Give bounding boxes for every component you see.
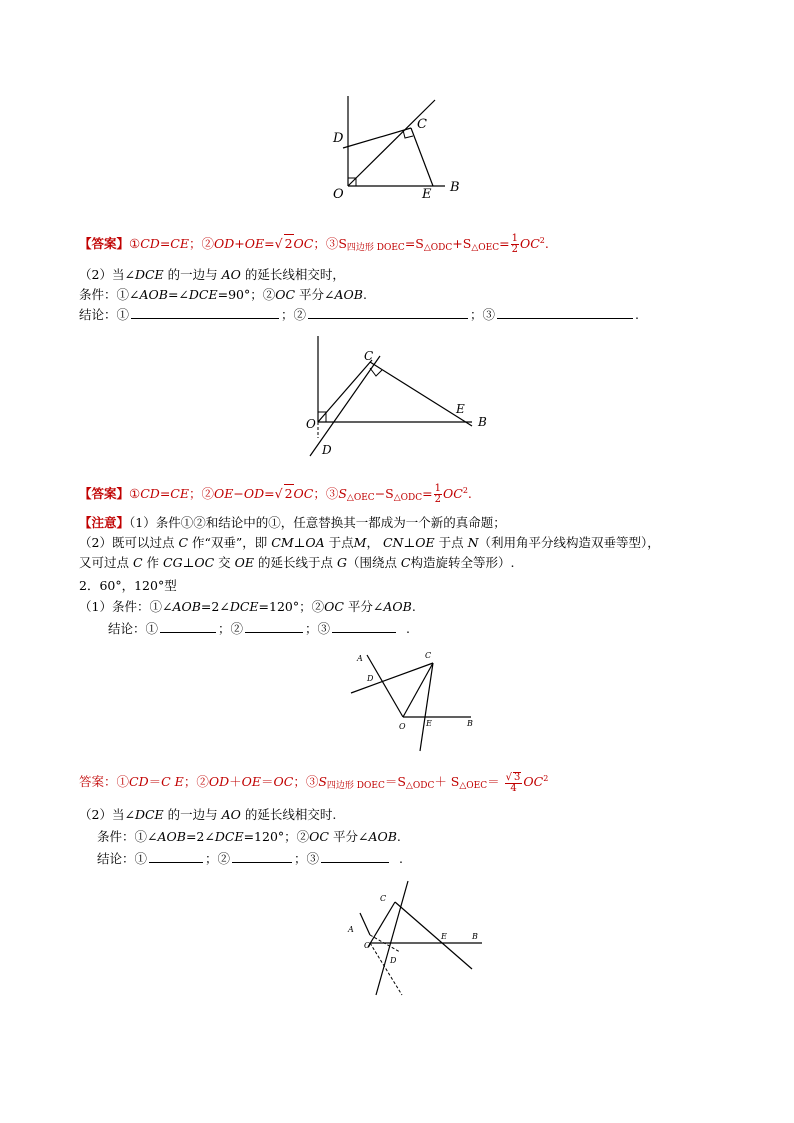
answer-2: 【答案】①CD=CE；②OE−OD=√ 2OC；$③S_{\triangle OEC}-S_{\triangle ODC}=$ $\frac{1}{2}$ $OC^2$. (79, 483, 472, 505)
fig1-label-b: B (450, 180, 460, 195)
sec2-part2-condition: 条件：①∠AOB=2∠DCE=120°；②OC 平分∠AOB. (97, 829, 401, 844)
answer-blank-5[interactable] (245, 620, 303, 633)
figure-2-diagram (300, 334, 500, 460)
part2-intro: （2）当∠DCE 的一边与 AO 的延长线相交时， (79, 267, 345, 282)
fig1-label-e: E (422, 187, 432, 202)
fig2-label-e: E (456, 402, 465, 416)
answer-blank-7[interactable] (149, 850, 203, 863)
figure-1 (325, 90, 465, 202)
fig1-label-d: D (333, 131, 344, 146)
fig3-label-e: E (426, 719, 432, 728)
answer-blank-4[interactable] (160, 620, 216, 633)
fig3-label-d: D (367, 674, 374, 683)
note-line-3: 又可过点 C 作 CG⊥OC 交 OE 的延长线于点 G（围绕点 C构造旋转全等形）. (79, 555, 515, 570)
figure-3-diagram (345, 645, 480, 755)
part2-conclusion: 结论：① ；② ；③ . (79, 307, 640, 322)
figure-1-diagram (325, 90, 465, 202)
sec2-part1-conclusion: 结论：① ；② ；③ . (108, 621, 411, 636)
answer-1: 【答案】①CD=CE；②OD+OE=√ 2OC；$③S_{四边形 DOEC}=S_{\triangle ODC}+S_{\triangle OEC}=$ $\frac{1}{2}$ $OC^2$. (79, 233, 549, 255)
section-2-title: 2．60°，120°型 (79, 578, 177, 593)
sec2-part1-condition: （1）条件：①∠AOB=2∠DCE=120°；②OC 平分∠AOB. (79, 599, 416, 614)
sec2-part2-conclusion: 结论：① ；② ；③ . (97, 851, 404, 866)
answer-blank-1[interactable] (131, 306, 279, 319)
fig2-label-b: B (478, 415, 487, 429)
note-tag: 【注意】 (79, 515, 130, 530)
fig3-label-b: B (467, 719, 473, 728)
fig4-label-a: A (348, 925, 354, 934)
figure-4 (340, 877, 490, 999)
fig3-label-c: C (425, 651, 432, 660)
figure-2 (300, 334, 500, 460)
figure-4-diagram (340, 877, 490, 999)
fig3-label-a: A (357, 654, 363, 663)
fig1-label-o: O (333, 187, 344, 202)
fraction: $\frac{√ 3}{4}$ (505, 771, 521, 794)
answer-3: 答案：①CD＝C E；②OD＋OE＝OC；$③S_{四边形 DOEC}=S_{\triangle ODC}+ S_{\triangle OEC}=$ $\frac{√ 3}{4}$ $OC^2$ (79, 771, 549, 794)
fig4-label-e: E (441, 932, 447, 941)
fraction: $\frac{1}{2}$ (434, 483, 441, 505)
answer-tag: 【答案】 (79, 486, 130, 501)
answer-blank-9[interactable] (321, 850, 389, 863)
fig4-label-d: D (390, 956, 397, 965)
part2-condition: 条件：①∠AOB=∠DCE=90°；②OC 平分∠AOB. (79, 287, 367, 302)
answer-tag: 【答案】 (79, 236, 130, 251)
answer-blank-2[interactable] (308, 306, 468, 319)
fraction: $\frac{1}{2}$ (511, 233, 518, 255)
answer-blank-6[interactable] (332, 620, 396, 633)
figure-3 (345, 645, 480, 755)
fig1-label-c: C (417, 117, 427, 132)
fig4-label-c: C (380, 894, 387, 903)
answer-blank-3[interactable] (497, 306, 633, 319)
fig2-label-d: D (322, 443, 332, 457)
fig2-label-c: C (364, 349, 374, 363)
fig4-label-o: O (364, 941, 371, 950)
fig2-label-o: O (306, 417, 316, 431)
fig4-label-b: B (472, 932, 478, 941)
note-line-2: （2）既可以过点 C 作“双垂”，即 CM⊥OA 于点M， CN⊥OE 于点 N（利用角平分线构造双垂等型）， (79, 535, 660, 550)
fig3-label-o: O (399, 722, 406, 731)
note-line-1: 【注意】（1）条件①②和结论中的①，任意替换其一都成为一个新的真命题； (79, 515, 506, 530)
answer-blank-8[interactable] (232, 850, 292, 863)
answer-tag: 答案： (79, 774, 117, 789)
sec2-part2-intro: （2）当∠DCE 的一边与 AO 的延长线相交时. (79, 807, 337, 822)
